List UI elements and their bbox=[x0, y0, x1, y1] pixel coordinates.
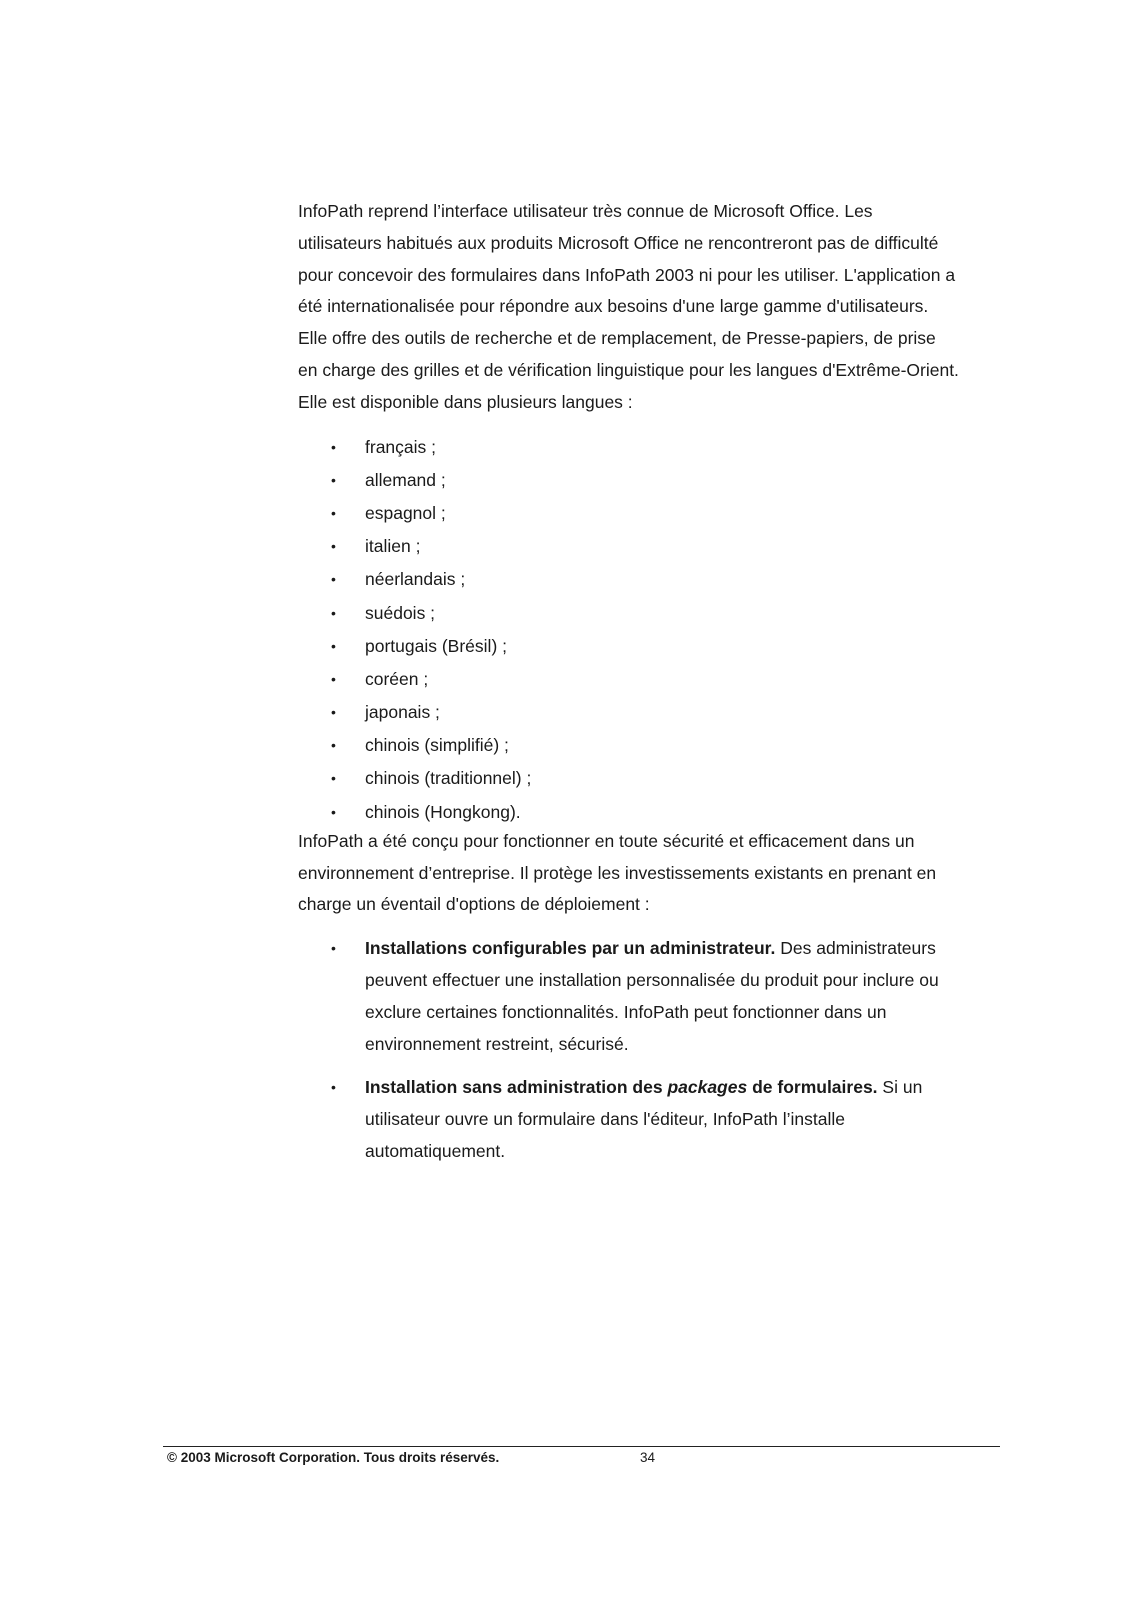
list-item-label: suédois ; bbox=[365, 602, 436, 623]
list-item-label: néerlandais ; bbox=[365, 569, 466, 590]
bullet-icon: • bbox=[331, 940, 336, 957]
text-line: peuvent effectuer une installation personnalisée du produit pour inclure ou bbox=[365, 970, 939, 991]
language-list bbox=[298, 431, 1010, 829]
page-body bbox=[298, 196, 1010, 1180]
list-item bbox=[298, 1072, 1010, 1167]
text-line: environnement restreint, sécurisé. bbox=[365, 1033, 629, 1054]
list-item bbox=[298, 729, 1010, 762]
bullet-icon: • bbox=[331, 770, 336, 787]
bullet-icon: • bbox=[331, 471, 336, 488]
footer-copyright: © 2003 Microsoft Corporation. Tous droits réservés. bbox=[167, 1450, 500, 1465]
list-item-label: portugais (Brésil) ; bbox=[365, 635, 507, 656]
list-item-label: allemand ; bbox=[365, 469, 446, 490]
text-line: utilisateur ouvre un formulaire dans l'éditeur, InfoPath l’installe bbox=[365, 1109, 845, 1130]
list-item-label: chinois (traditionnel) ; bbox=[365, 768, 532, 789]
text-line: environnement d’entreprise. Il protège les investissements existants en prenant en bbox=[298, 862, 937, 883]
text-line bbox=[365, 933, 1010, 965]
list-item bbox=[298, 464, 1010, 497]
bullet-icon: • bbox=[331, 538, 336, 555]
text-line: exclure certaines fonctionnalités. InfoPath peut fonctionner dans un bbox=[365, 1001, 887, 1022]
list-item bbox=[298, 933, 1010, 1060]
list-item bbox=[298, 696, 1010, 729]
bullet-icon: • bbox=[331, 803, 336, 820]
text-line: InfoPath a été conçu pour fonctionner en toute sécurité et efficacement dans un bbox=[298, 830, 915, 851]
bullet-icon: • bbox=[331, 670, 336, 687]
bullet-icon: • bbox=[331, 571, 336, 588]
footer-divider bbox=[163, 1446, 1000, 1447]
feature-list bbox=[298, 933, 1010, 1168]
feature-title-italic: packages bbox=[667, 1077, 748, 1098]
text-line: Elle est disponible dans plusieurs langues : bbox=[298, 391, 633, 412]
text-line: automatiquement. bbox=[365, 1141, 506, 1161]
list-item-label: coréen ; bbox=[365, 668, 429, 689]
list-item bbox=[298, 796, 1010, 829]
list-item bbox=[298, 597, 1010, 630]
list-item bbox=[298, 663, 1010, 696]
list-item bbox=[298, 497, 1010, 530]
feature-text: Si un bbox=[877, 1077, 923, 1098]
list-item-label: espagnol ; bbox=[365, 502, 446, 523]
bullet-icon: • bbox=[331, 438, 336, 455]
list-item-label: français ; bbox=[365, 436, 436, 457]
bullet-icon: • bbox=[331, 604, 336, 621]
feature-title bbox=[365, 1077, 878, 1097]
bullet-icon: • bbox=[331, 1079, 336, 1096]
list-item-label: chinois (Hongkong). bbox=[365, 801, 521, 822]
list-item-label: japonais ; bbox=[365, 702, 440, 723]
feature-title-part: de formulaires. bbox=[747, 1077, 878, 1098]
text-line bbox=[365, 1072, 1010, 1104]
text-line: été internationalisée pour répondre aux besoins d'une large gamme d'utilisateurs. bbox=[298, 296, 929, 317]
feature-text: Des administrateurs bbox=[775, 938, 936, 959]
list-item-label: chinois (simplifié) ; bbox=[365, 735, 509, 756]
text-line: en charge des grilles et de vérification linguistique pour les langues d'Extrême-Orient. bbox=[298, 359, 959, 380]
bullet-icon: • bbox=[331, 704, 336, 721]
list-item bbox=[298, 431, 1010, 464]
intro-paragraph bbox=[298, 196, 1010, 419]
list-item-label: italien ; bbox=[365, 536, 421, 557]
deployment-paragraph bbox=[298, 826, 1010, 921]
feature-title-part: Installation sans administration des bbox=[365, 1077, 668, 1098]
text-line: Elle offre des outils de recherche et de remplacement, de Presse-papiers, de prise bbox=[298, 328, 936, 349]
list-item bbox=[298, 630, 1010, 663]
list-item bbox=[298, 563, 1010, 596]
bullet-icon: • bbox=[331, 637, 336, 654]
text-line: utilisateurs habitués aux produits Microsoft Office ne rencontreront pas de difficulté bbox=[298, 232, 939, 253]
text-line: InfoPath reprend l’interface utilisateur très connue de Microsoft Office. Les bbox=[298, 201, 873, 221]
list-item bbox=[298, 530, 1010, 563]
page-number: 34 bbox=[640, 1450, 656, 1465]
bullet-icon: • bbox=[331, 504, 336, 521]
text-line: charge un éventail d'options de déploiement : bbox=[298, 894, 650, 915]
feature-title: Installations configurables par un administrateur. bbox=[365, 938, 776, 959]
bullet-icon: • bbox=[331, 737, 336, 754]
list-item bbox=[298, 762, 1010, 795]
text-line: pour concevoir des formulaires dans InfoPath 2003 ni pour les utiliser. L'application a bbox=[298, 264, 956, 285]
